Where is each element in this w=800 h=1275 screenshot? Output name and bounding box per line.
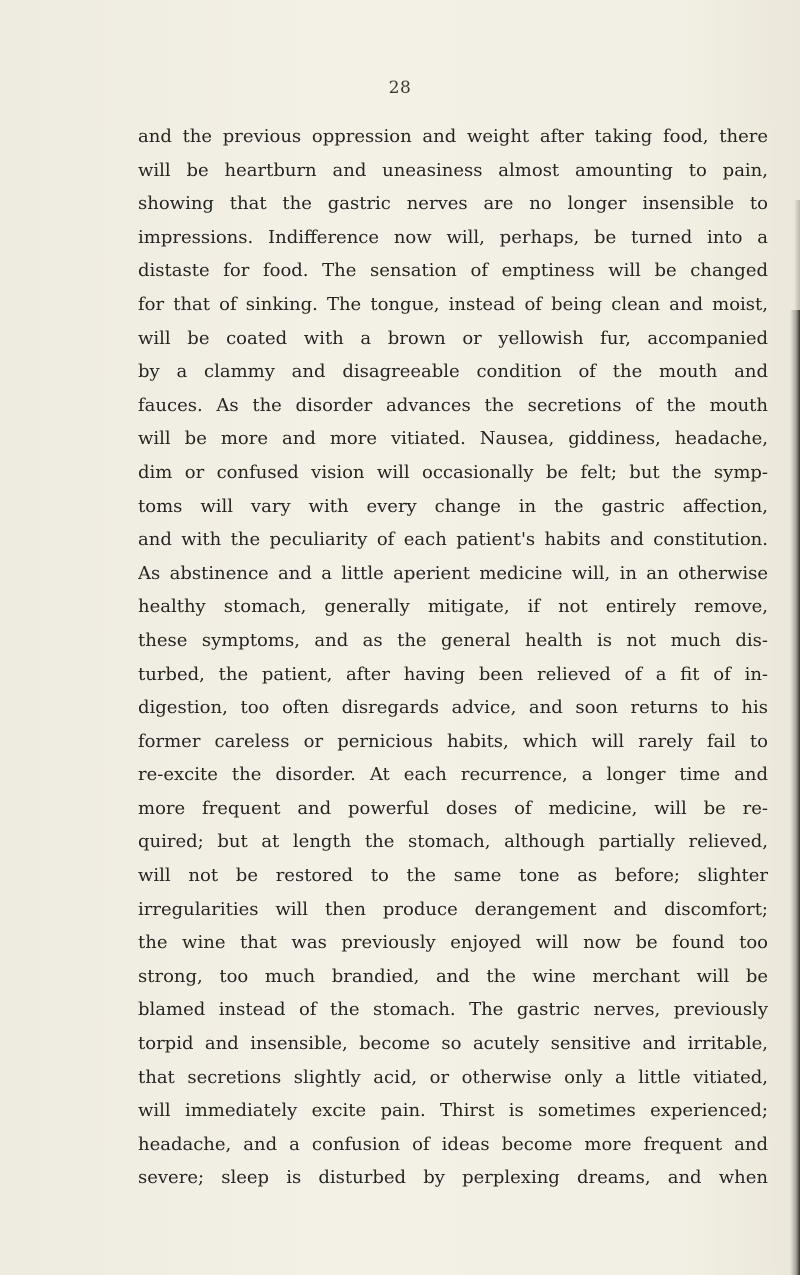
text-line: dim or confused vision will occasionally be felt; but the symp- — [138, 461, 768, 483]
text-line: digestion, too often disregards advice, and soon returns to his — [138, 697, 768, 719]
text-line: and the previous oppression and weight after taking food, there — [138, 126, 768, 147]
text-line: strong, too much brandied, and the wine merchant will be — [138, 965, 768, 987]
text-line: impressions. Indifference now will, perhaps, be turned into a — [138, 226, 768, 248]
text-line: these symptoms, and as the general health is not much dis- — [138, 629, 768, 651]
text-line: showing that the gastric nerves are no longer insensible to — [138, 193, 768, 215]
text-line: healthy stomach, generally mitigate, if not entirely remove, — [138, 596, 768, 618]
text-line: headache, and a confusion of ideas become more frequent and — [138, 1133, 768, 1155]
text-line: quired; but at length the stomach, although partially relieved, — [138, 831, 768, 853]
text-line: torpid and insensible, become so acutely sensitive and irritable, — [138, 1033, 768, 1055]
text-line: turbed, the patient, after having been relieved of a fit of in- — [138, 663, 768, 685]
text-line: former careless or pernicious habits, which will rarely fail to — [138, 730, 768, 752]
page-edge-shadow — [794, 200, 800, 310]
text-line: re-excite the disorder. At each recurrence, a longer time and — [138, 764, 768, 786]
text-line: will be more and more vitiated. Nausea, giddiness, headache, — [138, 428, 768, 450]
text-line: will be coated with a brown or yellowish fur, accompanied — [138, 327, 768, 349]
text-line: distaste for food. The sensation of emptiness will be changed — [138, 260, 768, 282]
body-text — [138, 120, 768, 1195]
text-line: by a clammy and disagreeable condition of the mouth and — [138, 361, 768, 383]
text-line: that secretions slightly acid, or otherwise only a little vitiated, — [138, 1066, 768, 1088]
text-line: will not be restored to the same tone as before; slighter — [138, 865, 768, 887]
page-number: 28 — [388, 78, 412, 98]
text-line: blamed instead of the stomach. The gastric nerves, previously — [138, 999, 768, 1021]
text-line: will immediately excite pain. Thirst is sometimes experienced; — [138, 1100, 768, 1122]
text-line: and with the peculiarity of each patient's habits and constitution. — [138, 529, 768, 551]
text-line: As abstinence and a little aperient medicine will, in an otherwise — [138, 562, 768, 584]
text-line: the wine that was previously enjoyed will now be found too — [138, 932, 768, 954]
text-line: for that of sinking. The tongue, instead of being clean and moist, — [138, 293, 768, 315]
text-line: severe; sleep is disturbed by perplexing dreams, and when — [138, 1167, 768, 1189]
text-line: more frequent and powerful doses of medicine, will be re- — [138, 797, 768, 819]
text-line: fauces. As the disorder advances the secretions of the mouth — [138, 394, 768, 416]
text-line: toms will vary with every change in the gastric affection, — [138, 495, 768, 517]
page-edge-shadow — [790, 310, 800, 1275]
text-line: irregularities will then produce derangement and discomfort; — [138, 898, 768, 920]
text-line: will be heartburn and uneasiness almost amounting to pain, — [138, 159, 768, 181]
